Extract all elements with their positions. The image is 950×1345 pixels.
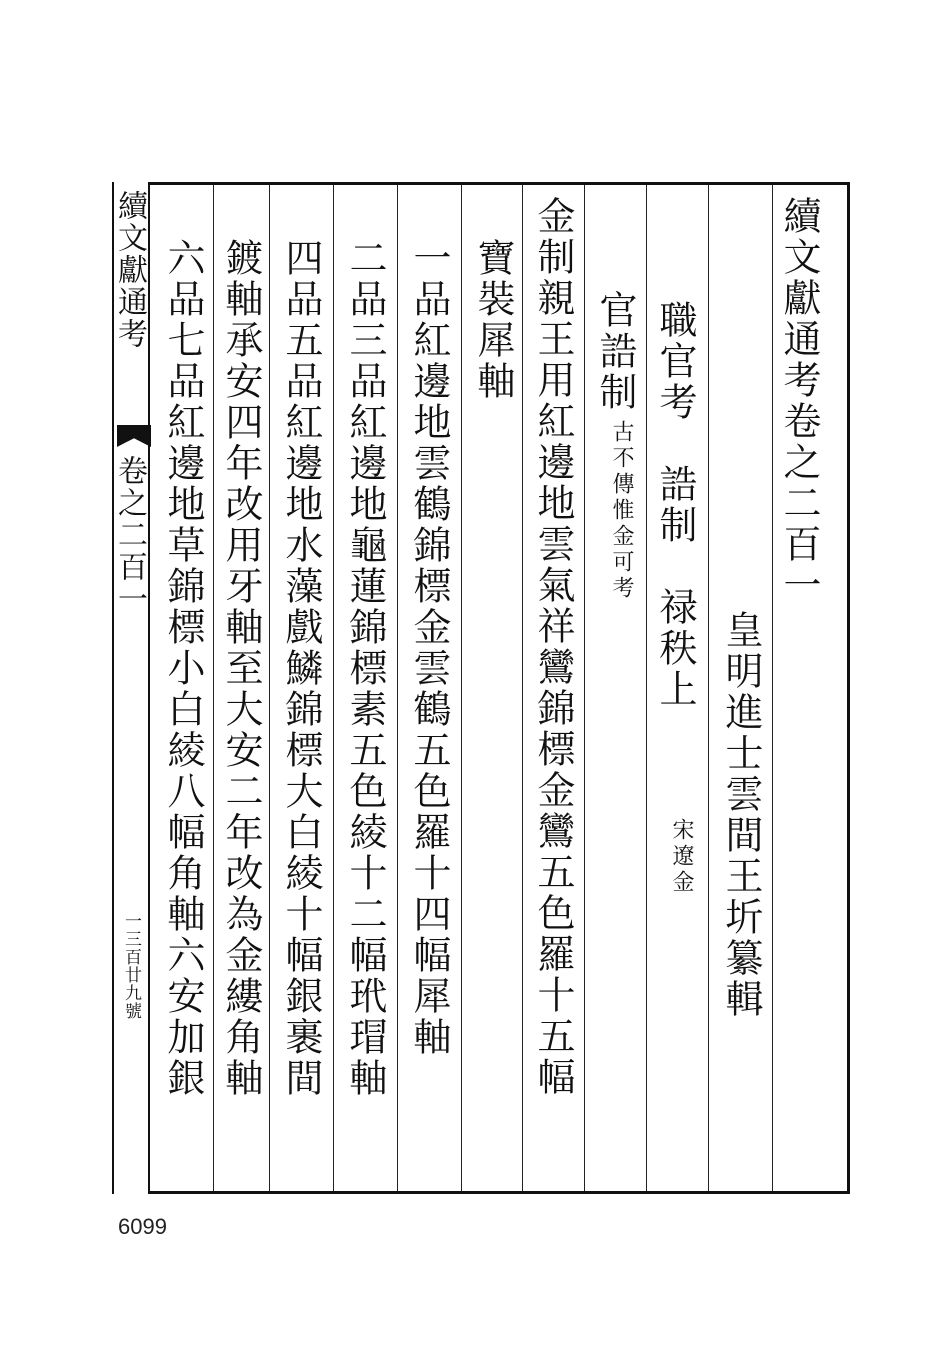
column-rule bbox=[584, 185, 585, 1191]
subsection-heading: 官誥制 bbox=[593, 290, 637, 413]
page-number: 6099 bbox=[118, 1214, 167, 1239]
banxin-chapter: 卷之二百一 bbox=[112, 455, 147, 615]
column-rule bbox=[333, 185, 334, 1191]
subsection-note: 古不傳惟金可考 bbox=[609, 420, 634, 602]
banxin-folio-number: 一三百廿九號 bbox=[121, 912, 141, 1020]
compiler-line: 皇明進士雲間王圻纂輯 bbox=[719, 610, 763, 1020]
column-rule bbox=[522, 185, 523, 1191]
column-rule bbox=[213, 185, 214, 1191]
text-column-11: 六品七品紅邊地草錦標小白綾八幅角軸六安加銀 bbox=[161, 238, 205, 1099]
column-rule bbox=[646, 185, 647, 1191]
text-column-8: 二品三品紅邊地龜蓮錦標素五色綾十二幅玳瑁軸 bbox=[343, 238, 387, 1099]
text-column-6: 寶裝犀軸 bbox=[471, 238, 515, 402]
column-rule bbox=[772, 185, 773, 1191]
text-column-10: 鍍軸承安四年改用牙軸至大安二年改為金縷角軸 bbox=[219, 238, 263, 1099]
banxin-book-title: 續文獻通考 bbox=[112, 190, 147, 350]
column-rule bbox=[461, 185, 462, 1191]
column-rule bbox=[397, 185, 398, 1191]
volume-title: 續文獻通考卷之二百一 bbox=[777, 196, 821, 606]
column-rule bbox=[269, 185, 270, 1191]
text-column-9: 四品五品紅邊地水藻戲鱗錦標大白綾十幅銀裹間 bbox=[279, 238, 323, 1099]
column-rule bbox=[708, 185, 709, 1191]
text-column-5: 金制親王用紅邊地雲氣祥鸞錦標金鸞五色羅十五幅 bbox=[531, 196, 575, 1098]
section-heading-note: 宋遼金 bbox=[669, 818, 694, 896]
section-heading: 職官考 誥制 禄秩上 bbox=[653, 300, 697, 710]
text-column-7: 一品紅邊地雲鶴錦標金雲鶴五色羅十四幅犀軸 bbox=[407, 238, 451, 1058]
